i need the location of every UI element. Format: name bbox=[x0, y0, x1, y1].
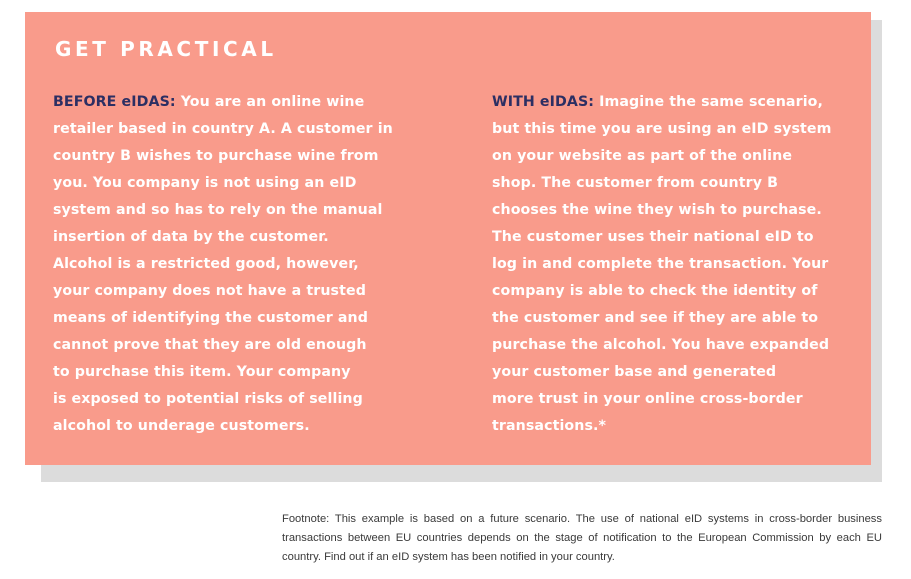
with-text-line: The customer uses their national eID to bbox=[492, 229, 814, 245]
before-text-line: system and so has to rely on the manual bbox=[53, 202, 383, 218]
before-text-line: You are an online wine bbox=[175, 94, 365, 110]
before-text-line: retailer based in country A. A customer in bbox=[53, 121, 393, 137]
with-text-line: more trust in your online cross-border bbox=[492, 391, 803, 407]
with-text-line: your customer base and generated bbox=[492, 364, 777, 380]
before-text-line: is exposed to potential risks of selling bbox=[53, 391, 363, 407]
with-text-line: but this time you are using an eID system bbox=[492, 121, 832, 137]
with-text-line: purchase the alcohol. You have expanded bbox=[492, 337, 830, 353]
footnote: Footnote: This example is based on a future scenario. The use of national eID systems in cross-border business transactions between EU countries depends on the stage of notification to the European Commission by each EU country. Find out if an eID system has been notified in your country. bbox=[282, 513, 882, 563]
before-text-line: cannot prove that they are old enough bbox=[53, 337, 367, 353]
before-eidas-column bbox=[53, 89, 398, 440]
with-eidas-column bbox=[492, 89, 844, 440]
before-text-line: means of identifying the customer and bbox=[53, 310, 368, 326]
with-text-line: the customer and see if they are able to bbox=[492, 310, 819, 326]
with-text-line: log in and complete the transaction. Your bbox=[492, 256, 829, 272]
with-text-line: chooses the wine they wish to purchase. bbox=[492, 202, 822, 218]
before-text-line: country B wishes to purchase wine from bbox=[53, 148, 379, 164]
with-text-line: Imagine the same scenario, bbox=[594, 94, 823, 110]
before-text-line: insertion of data by the customer. bbox=[53, 229, 329, 245]
before-text-line: your company does not have a trusted bbox=[53, 283, 366, 299]
with-text-line: transactions.* bbox=[492, 418, 607, 434]
before-text-line: Alcohol is a restricted good, however, bbox=[53, 256, 359, 272]
before-text-line: alcohol to underage customers. bbox=[53, 418, 310, 434]
with-eidas-label: WITH eIDAS: bbox=[492, 94, 595, 110]
get-practical-panel bbox=[25, 12, 871, 465]
before-text-line: you. You company is not using an eID bbox=[53, 175, 357, 191]
panel-title: GET PRACTICAL bbox=[55, 37, 277, 61]
with-text-line: on your website as part of the online bbox=[492, 148, 793, 164]
before-first-line bbox=[53, 89, 398, 116]
before-eidas-label: BEFORE eIDAS: bbox=[53, 94, 176, 110]
with-first-line bbox=[492, 89, 844, 116]
with-text-line: company is able to check the identity of bbox=[492, 283, 818, 299]
with-text-line: shop. The customer from country B bbox=[492, 175, 779, 191]
before-text-line: to purchase this item. Your company bbox=[53, 364, 351, 380]
